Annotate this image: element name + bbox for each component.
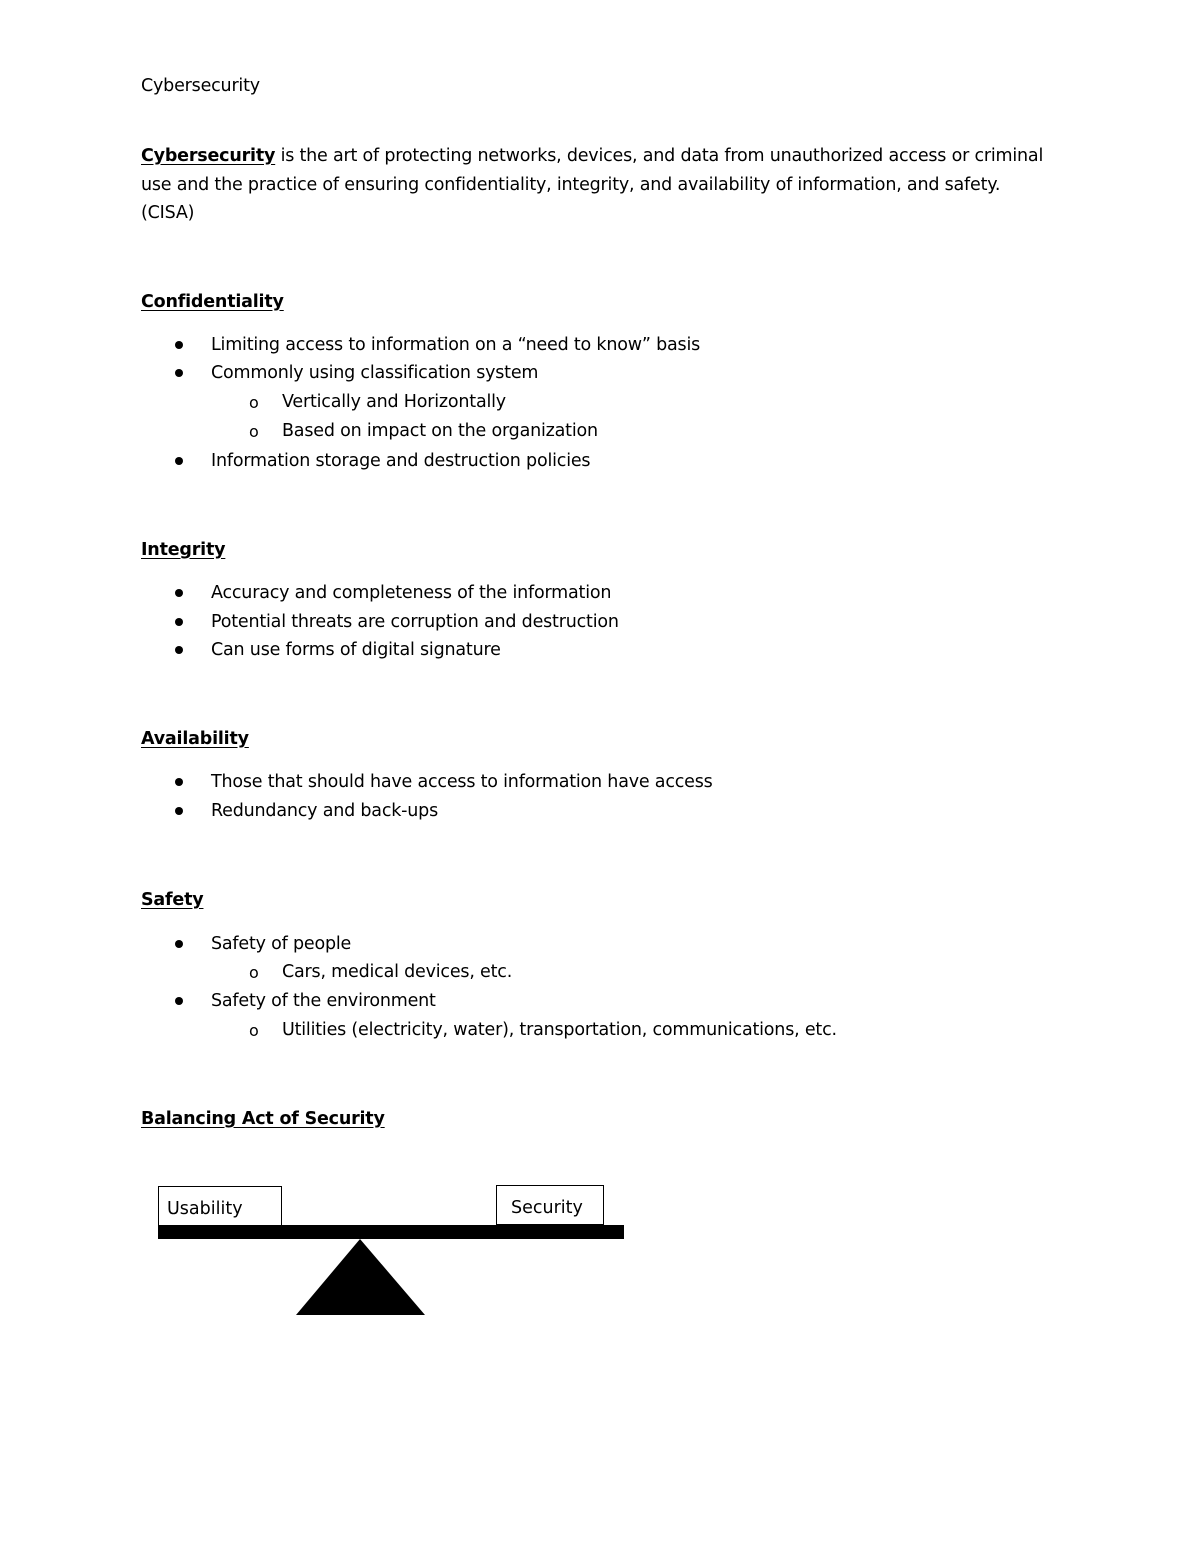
availability-item-1: Those that should have access to information have access (211, 772, 713, 792)
sub-bullet-icon: o (249, 393, 259, 412)
sub-bullet-icon: o (249, 963, 259, 982)
bullet-icon (175, 646, 183, 654)
security-label: Security (511, 1198, 583, 1218)
confidentiality-item-2-sub-2: Based on impact on the organization (282, 421, 598, 441)
intro-line-1 (141, 146, 1043, 166)
confidentiality-item-1: Limiting access to information on a “need to know” basis (211, 335, 701, 355)
intro-term: Cybersecurity (141, 146, 276, 166)
confidentiality-item-2-sub-1: Vertically and Horizontally (282, 392, 506, 412)
safety-item-1: Safety of people (211, 934, 352, 954)
safety-item-1-sub-1: Cars, medical devices, etc. (282, 962, 513, 982)
bullet-icon (175, 457, 183, 465)
confidentiality-item-2: Commonly using classification system (211, 363, 539, 383)
bullet-icon (175, 778, 183, 786)
bullet-icon (175, 940, 183, 948)
intro-line-3: (CISA) (141, 203, 195, 223)
seesaw-diagram (150, 1220, 640, 1320)
bullet-icon (175, 589, 183, 597)
seesaw-beam (158, 1225, 624, 1239)
bullet-icon (175, 807, 183, 815)
integrity-item-3: Can use forms of digital signature (211, 640, 501, 660)
heading-balancing-act: Balancing Act of Security (141, 1109, 385, 1129)
confidentiality-item-3: Information storage and destruction policies (211, 451, 591, 471)
heading-safety: Safety (141, 890, 204, 910)
integrity-item-1: Accuracy and completeness of the information (211, 583, 612, 603)
sub-bullet-icon: o (249, 1021, 259, 1040)
bullet-icon (175, 618, 183, 626)
heading-availability: Availability (141, 729, 249, 749)
safety-item-2: Safety of the environment (211, 991, 436, 1011)
document-title: Cybersecurity (141, 76, 260, 96)
usability-label: Usability (167, 1199, 243, 1219)
intro-line-2: use and the practice of ensuring confidentiality, integrity, and availability of information, and safety. (141, 175, 1001, 195)
heading-integrity: Integrity (141, 540, 226, 560)
bullet-icon (175, 997, 183, 1005)
bullet-icon (175, 369, 183, 377)
safety-item-2-sub-1: Utilities (electricity, water), transportation, communications, etc. (282, 1020, 837, 1040)
integrity-item-2: Potential threats are corruption and destruction (211, 612, 619, 632)
availability-item-2: Redundancy and back-ups (211, 801, 439, 821)
seesaw-fulcrum (296, 1239, 425, 1315)
heading-confidentiality: Confidentiality (141, 292, 284, 312)
intro-line-1-rest: is the art of protecting networks, devices, and data from unauthorized access or criminal (275, 146, 1044, 166)
sub-bullet-icon: o (249, 422, 259, 441)
bullet-icon (175, 341, 183, 349)
security-box (496, 1185, 604, 1225)
